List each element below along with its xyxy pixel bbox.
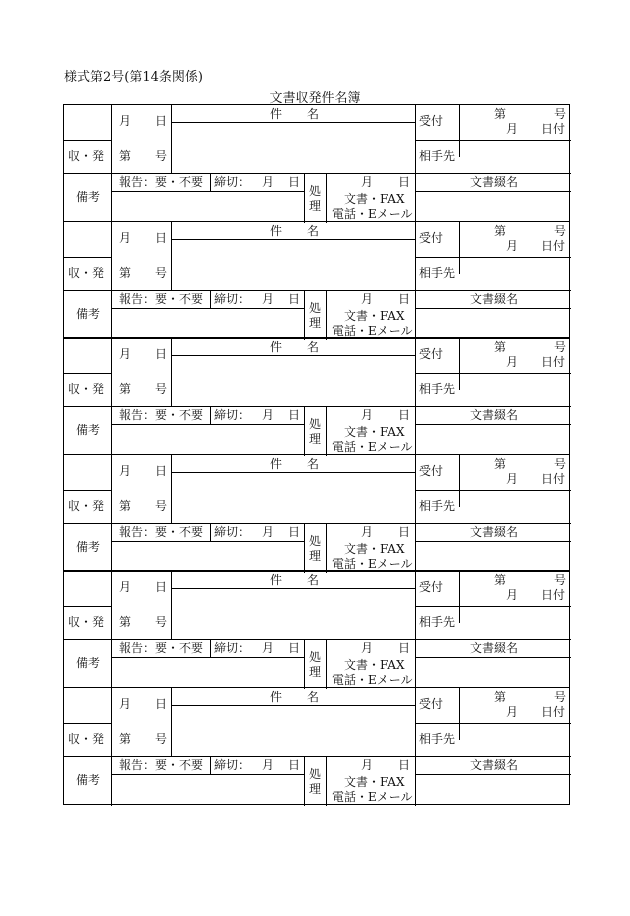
number-suffix-label: 号 <box>155 382 168 396</box>
recv-send-label: 収・発 <box>68 149 105 163</box>
remarks-field[interactable] <box>112 542 304 573</box>
subject-field[interactable] <box>172 589 415 639</box>
number-prefix-label: 第 <box>119 498 132 513</box>
register-entry <box>63 337 570 455</box>
report-required-label: 報告：要・不要 <box>119 408 204 422</box>
subject-field[interactable] <box>172 706 415 756</box>
receipt-number-suffix: 号 <box>554 223 567 238</box>
deadline-month-label: 月 <box>262 641 275 655</box>
file-name-label: 文書綴名 <box>470 757 519 772</box>
report-required-label: 報告：要・不要 <box>119 175 204 189</box>
process-label-a: 処 <box>309 650 322 664</box>
received-label: 受付 <box>419 696 444 711</box>
date-day-label: 日 <box>155 580 168 594</box>
counterparty-label: 相手先 <box>419 615 456 629</box>
receipt-month-label: 月 <box>506 704 519 719</box>
remarks-field[interactable] <box>112 425 304 456</box>
remarks-label: 備考 <box>76 190 101 204</box>
recv-send-label: 収・発 <box>68 498 105 513</box>
process-day-label: 日 <box>398 175 411 189</box>
process-day-label: 日 <box>398 757 411 772</box>
counterparty-field[interactable] <box>460 374 571 406</box>
process-label-b: 理 <box>309 548 322 563</box>
counterparty-label: 相手先 <box>419 382 456 396</box>
number-suffix-label: 号 <box>155 615 168 629</box>
counterparty-label: 相手先 <box>419 265 456 280</box>
received-label: 受付 <box>419 114 444 128</box>
date-day-label: 日 <box>155 230 168 245</box>
report-required-label: 報告：要・不要 <box>119 291 204 306</box>
counterparty-field[interactable] <box>460 258 571 290</box>
report-required-label: 報告：要・不要 <box>119 641 204 655</box>
subject-label-b: 名 <box>307 689 320 704</box>
subject-field[interactable] <box>172 473 415 523</box>
process-label-b: 理 <box>309 781 322 796</box>
deadline-month-label: 月 <box>262 408 275 422</box>
deadline-day-label: 日 <box>288 524 301 539</box>
subject-label-a: 件 <box>270 689 283 704</box>
process-doc-fax-option: 文書・FAX <box>344 541 405 556</box>
deadline-day-label: 日 <box>288 408 301 422</box>
deadline-label: 締切： <box>214 757 251 772</box>
register-entry <box>63 570 570 688</box>
process-label-a: 処 <box>309 300 322 315</box>
receipt-number-prefix: 第 <box>494 340 507 354</box>
process-doc-fax-option: 文書・FAX <box>344 658 405 672</box>
process-month-label: 月 <box>361 524 374 539</box>
recv-send-label: 収・発 <box>68 382 105 396</box>
subject-label-a: 件 <box>270 456 283 471</box>
file-name-field[interactable] <box>416 309 571 340</box>
register-entry <box>63 454 570 572</box>
receipt-number-prefix: 第 <box>494 573 507 587</box>
file-name-field[interactable] <box>416 425 571 456</box>
file-name-label: 文書綴名 <box>470 641 519 655</box>
receipt-day-label: 日付 <box>541 588 566 602</box>
receipt-month-label: 月 <box>506 122 519 136</box>
receipt-day-label: 日付 <box>541 704 566 719</box>
process-day-label: 日 <box>398 408 411 422</box>
receipt-month-label: 月 <box>506 355 519 369</box>
date-month-label: 月 <box>119 230 132 245</box>
number-prefix-label: 第 <box>119 615 132 629</box>
counterparty-field[interactable] <box>460 141 571 173</box>
process-doc-fax-option: 文書・FAX <box>344 192 405 206</box>
subject-label-b: 名 <box>307 107 320 121</box>
receipt-number-prefix: 第 <box>494 456 507 471</box>
counterparty-label: 相手先 <box>419 731 456 746</box>
file-name-field[interactable] <box>416 775 571 806</box>
process-month-label: 月 <box>361 757 374 772</box>
receipt-number-suffix: 号 <box>554 456 567 471</box>
recv-send-label: 収・発 <box>68 265 105 280</box>
file-name-field[interactable] <box>416 658 571 689</box>
process-phone-email-option: 電話・Eメール <box>332 673 413 687</box>
deadline-month-label: 月 <box>262 524 275 539</box>
receipt-number-suffix: 号 <box>554 689 567 704</box>
receipt-day-label: 日付 <box>541 238 566 253</box>
page-title: 文書収発件名簿 <box>269 91 361 106</box>
file-name-label: 文書綴名 <box>470 524 519 539</box>
number-prefix-label: 第 <box>119 382 132 396</box>
number-prefix-label: 第 <box>119 149 132 163</box>
process-label-b: 理 <box>309 315 322 330</box>
receipt-month-label: 月 <box>506 238 519 253</box>
report-required-label: 報告：要・不要 <box>119 757 204 772</box>
subject-field[interactable] <box>172 123 415 173</box>
remarks-label: 備考 <box>76 423 101 437</box>
process-month-label: 月 <box>361 408 374 422</box>
counterparty-label: 相手先 <box>419 149 456 163</box>
remarks-field[interactable] <box>112 775 304 806</box>
register-table <box>63 104 570 805</box>
remarks-field[interactable] <box>112 658 304 689</box>
date-day-label: 日 <box>155 114 168 128</box>
number-prefix-label: 第 <box>119 731 132 746</box>
process-month-label: 月 <box>361 641 374 655</box>
deadline-label: 締切： <box>214 291 251 306</box>
remarks-label: 備考 <box>76 306 101 321</box>
number-suffix-label: 号 <box>155 498 168 513</box>
process-phone-email-option: 電話・Eメール <box>332 207 413 221</box>
process-day-label: 日 <box>398 524 411 539</box>
subject-field[interactable] <box>172 356 415 406</box>
receipt-number-suffix: 号 <box>554 107 567 121</box>
number-suffix-label: 号 <box>155 149 168 163</box>
receipt-number-prefix: 第 <box>494 689 507 704</box>
file-name-label: 文書綴名 <box>470 408 519 422</box>
process-day-label: 日 <box>398 291 411 306</box>
process-label-b: 理 <box>309 665 322 679</box>
form-number: 様式第2号(第14条関係) <box>64 70 203 85</box>
report-required-label: 報告：要・不要 <box>119 524 204 539</box>
deadline-label: 締切： <box>214 175 251 189</box>
subject-label-b: 名 <box>307 456 320 471</box>
subject-label-a: 件 <box>270 340 283 354</box>
deadline-month-label: 月 <box>262 291 275 306</box>
date-month-label: 月 <box>119 347 132 361</box>
date-day-label: 日 <box>155 347 168 361</box>
process-label-a: 処 <box>309 184 322 198</box>
process-doc-fax-option: 文書・FAX <box>344 425 405 439</box>
process-doc-fax-option: 文書・FAX <box>344 774 405 789</box>
date-month-label: 月 <box>119 696 132 711</box>
date-month-label: 月 <box>119 580 132 594</box>
date-month-label: 月 <box>119 114 132 128</box>
process-month-label: 月 <box>361 175 374 189</box>
subject-label-a: 件 <box>270 223 283 238</box>
deadline-month-label: 月 <box>262 757 275 772</box>
file-name-label: 文書綴名 <box>470 291 519 306</box>
process-day-label: 日 <box>398 641 411 655</box>
deadline-day-label: 日 <box>288 175 301 189</box>
receipt-number-prefix: 第 <box>494 107 507 121</box>
process-label-a: 処 <box>309 417 322 431</box>
remarks-field[interactable] <box>112 192 304 223</box>
receipt-month-label: 月 <box>506 588 519 602</box>
remarks-label: 備考 <box>76 772 101 787</box>
counterparty-field[interactable] <box>460 724 571 756</box>
process-label-b: 理 <box>309 199 322 213</box>
date-month-label: 月 <box>119 463 132 478</box>
subject-label-b: 名 <box>307 340 320 354</box>
receipt-month-label: 月 <box>506 471 519 486</box>
received-label: 受付 <box>419 463 444 478</box>
process-label-b: 理 <box>309 432 322 446</box>
number-prefix-label: 第 <box>119 265 132 280</box>
number-suffix-label: 号 <box>155 265 168 280</box>
deadline-day-label: 日 <box>288 291 301 306</box>
receipt-number-prefix: 第 <box>494 223 507 238</box>
register-entry <box>63 104 570 222</box>
process-phone-email-option: 電話・Eメール <box>332 323 413 338</box>
process-phone-email-option: 電話・Eメール <box>332 789 413 804</box>
deadline-day-label: 日 <box>288 641 301 655</box>
subject-label-b: 名 <box>307 223 320 238</box>
file-name-field[interactable] <box>416 192 571 223</box>
process-label-a: 処 <box>309 766 322 781</box>
counterparty-label: 相手先 <box>419 498 456 513</box>
receipt-number-suffix: 号 <box>554 340 567 354</box>
deadline-label: 締切： <box>214 524 251 539</box>
remarks-label: 備考 <box>76 539 101 554</box>
received-label: 受付 <box>419 230 444 245</box>
date-day-label: 日 <box>155 696 168 711</box>
process-label-a: 処 <box>309 533 322 548</box>
subject-label-a: 件 <box>270 573 283 587</box>
process-phone-email-option: 電話・Eメール <box>332 556 413 571</box>
recv-send-label: 収・発 <box>68 615 105 629</box>
counterparty-field[interactable] <box>460 607 571 639</box>
process-phone-email-option: 電話・Eメール <box>332 440 413 454</box>
deadline-label: 締切： <box>214 641 251 655</box>
process-month-label: 月 <box>361 291 374 306</box>
receipt-day-label: 日付 <box>541 122 566 136</box>
register-entry <box>63 221 570 339</box>
received-label: 受付 <box>419 580 444 594</box>
recv-send-label: 収・発 <box>68 731 105 746</box>
deadline-day-label: 日 <box>288 757 301 772</box>
number-suffix-label: 号 <box>155 731 168 746</box>
counterparty-field[interactable] <box>460 491 571 523</box>
register-entry <box>63 687 570 805</box>
process-doc-fax-option: 文書・FAX <box>344 308 405 323</box>
received-label: 受付 <box>419 347 444 361</box>
file-name-label: 文書綴名 <box>470 175 519 189</box>
receipt-day-label: 日付 <box>541 355 566 369</box>
subject-label-b: 名 <box>307 573 320 587</box>
deadline-month-label: 月 <box>262 175 275 189</box>
receipt-day-label: 日付 <box>541 471 566 486</box>
subject-field[interactable] <box>172 240 415 290</box>
remarks-field[interactable] <box>112 309 304 340</box>
receipt-number-suffix: 号 <box>554 573 567 587</box>
remarks-label: 備考 <box>76 656 101 670</box>
date-day-label: 日 <box>155 463 168 478</box>
deadline-label: 締切： <box>214 408 251 422</box>
file-name-field[interactable] <box>416 542 571 573</box>
subject-label-a: 件 <box>270 107 283 121</box>
